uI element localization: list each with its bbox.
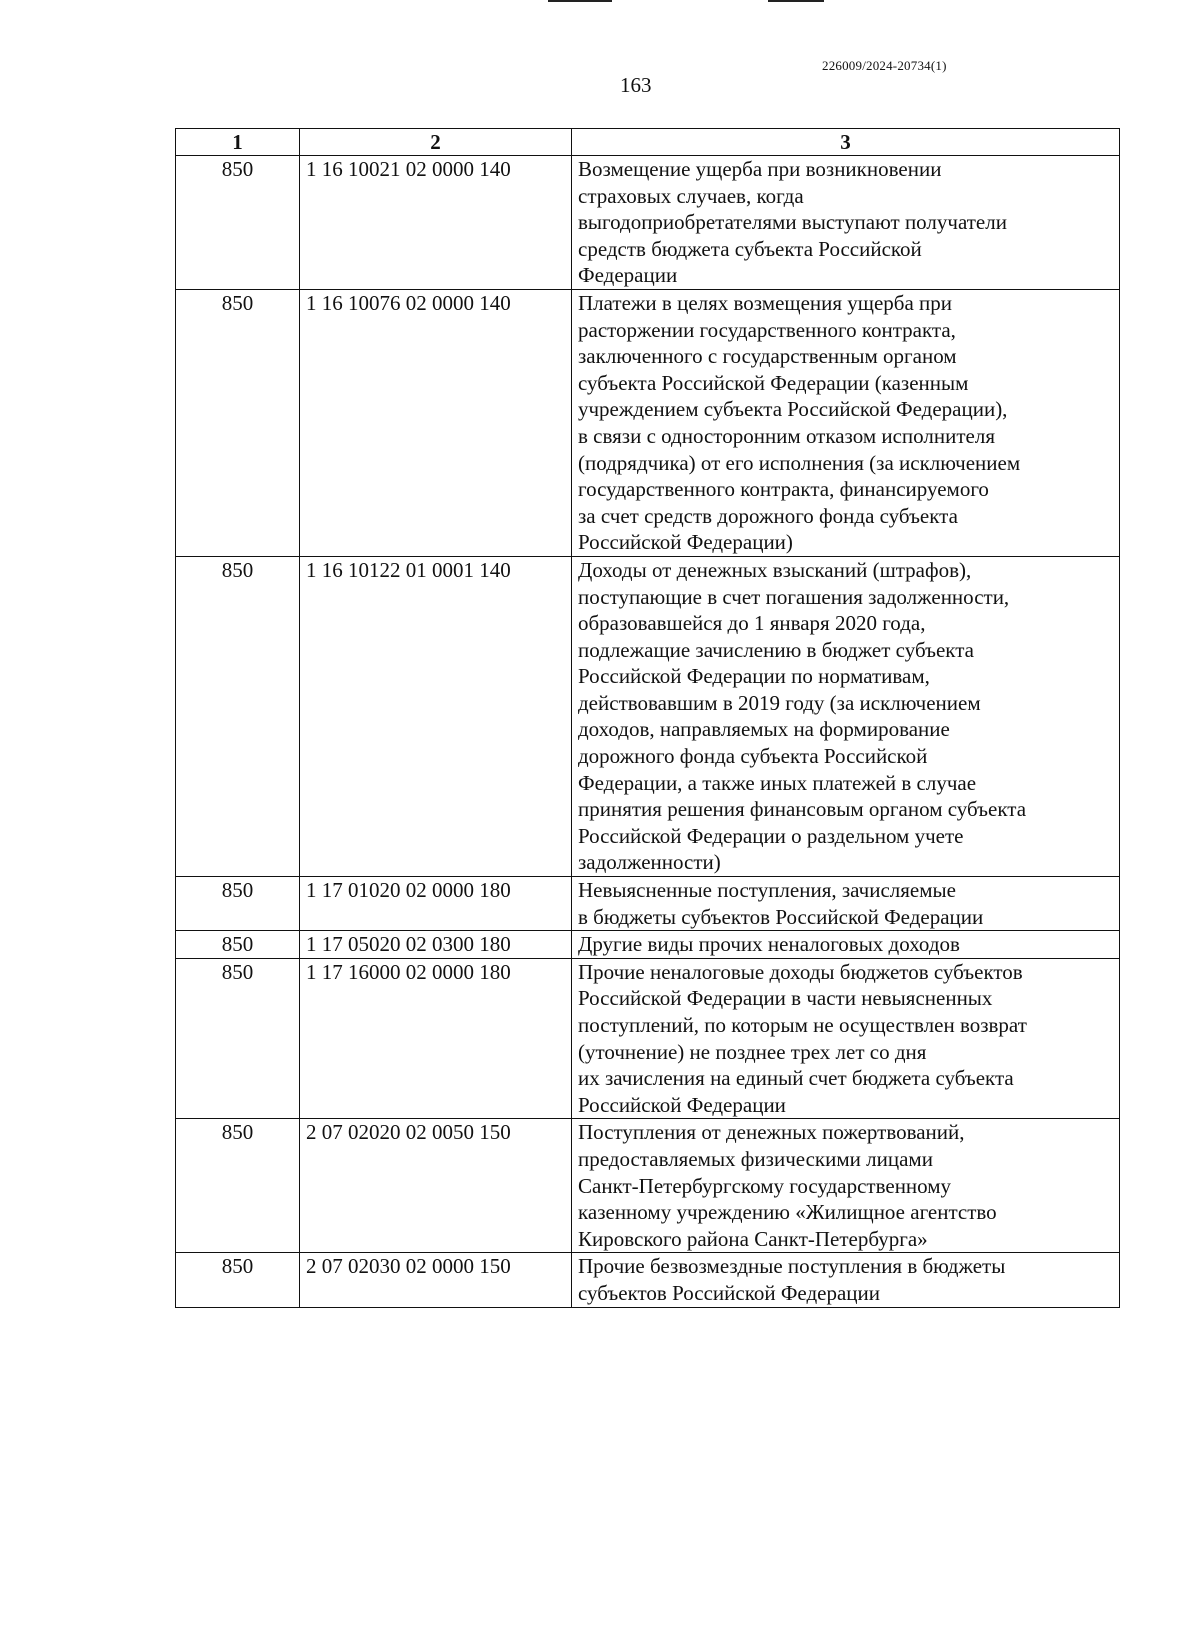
scan-artifact — [768, 0, 824, 2]
description-line: казенному учреждению «Жилищное агентство — [578, 1200, 997, 1225]
revenue-description-cell — [572, 556, 1120, 876]
admin-code-cell: 850 — [176, 1119, 300, 1253]
table-row — [176, 156, 1120, 290]
description-line: субъекта Российской Федерации (казенным — [578, 370, 969, 395]
description-line: Другие виды прочих неналоговых доходов — [578, 932, 960, 957]
admin-code-cell: 850 — [176, 958, 300, 1119]
description-line: в связи с односторонним отказом исполнителя — [578, 423, 995, 448]
description-line: Доходы от денежных взысканий (штрафов), — [578, 557, 972, 582]
revenue-description-cell — [572, 958, 1120, 1119]
table-row — [176, 289, 1120, 556]
description-line: страховых случаев, когда — [578, 183, 804, 208]
budget-classification-code-cell: 1 17 01020 02 0000 180 — [300, 877, 572, 931]
description-line: предоставляемых физическими лицами — [578, 1146, 933, 1171]
description-line: Возмещение ущерба при возникновении — [578, 157, 942, 181]
column-header-1: 1 — [176, 129, 300, 156]
table-row — [176, 877, 1120, 931]
budget-codes-table — [175, 128, 1120, 1308]
revenue-description-cell — [572, 289, 1120, 556]
description-line: Поступления от денежных пожертвований, — [578, 1120, 965, 1145]
revenue-description-cell — [572, 1253, 1120, 1307]
description-line: выгодоприобретателями выступают получатели — [578, 210, 1007, 235]
scan-artifact — [548, 0, 612, 2]
description-line: Федерации — [578, 263, 678, 288]
budget-classification-code-cell: 1 17 16000 02 0000 180 — [300, 958, 572, 1119]
description-line: их зачисления на единый счет бюджета субъекта — [578, 1066, 1014, 1091]
revenue-description-cell — [572, 877, 1120, 931]
description-line: Российской Федерации о раздельном учете — [578, 823, 964, 848]
revenue-description-cell — [572, 931, 1120, 959]
description-line: действовавшим в 2019 году (за исключением — [578, 690, 981, 715]
description-line: учреждением субъекта Российской Федерации), — [578, 397, 1008, 422]
description-line: Прочие безвозмездные поступления в бюджеты — [578, 1254, 1006, 1279]
table-row — [176, 958, 1120, 1119]
page-number: 163 — [620, 73, 652, 97]
description-line: Федерации, а также иных платежей в случае — [578, 770, 977, 795]
description-line: (уточнение) не позднее трех лет со дня — [578, 1039, 927, 1064]
revenue-description-cell — [572, 156, 1120, 290]
admin-code-cell: 850 — [176, 877, 300, 931]
description-line: за счет средств дорожного фонда субъекта — [578, 503, 958, 528]
description-line: подлежащие зачислению в бюджет субъекта — [578, 637, 974, 662]
table-row — [176, 931, 1120, 959]
description-line: государственного контракта, финансируемого — [578, 477, 989, 502]
admin-code-cell: 850 — [176, 1253, 300, 1307]
description-line: Прочие неналоговые доходы бюджетов субъектов — [578, 959, 1023, 984]
description-line: поступающие в счет погашения задолженности, — [578, 584, 1010, 609]
description-line: Невыясненные поступления, зачисляемые — [578, 878, 956, 903]
description-line: поступлений, по которым не осуществлен возврат — [578, 1013, 1027, 1037]
budget-classification-code-cell: 1 16 10122 01 0001 140 — [300, 556, 572, 876]
description-line: заключенного с государственным органом — [578, 344, 957, 369]
description-line: Российской Федерации в части невыясненных — [578, 986, 993, 1011]
admin-code-cell: 850 — [176, 289, 300, 556]
budget-classification-code-cell: 1 17 05020 02 0300 180 — [300, 931, 572, 959]
document-number: 226009/2024-20734(1) — [822, 58, 947, 73]
table-body — [176, 156, 1120, 1308]
description-line: средств бюджета субъекта Российской — [578, 236, 922, 261]
table-row — [176, 556, 1120, 876]
description-line: Платежи в целях возмещения ущерба при — [578, 290, 953, 315]
budget-classification-code-cell: 2 07 02020 02 0050 150 — [300, 1119, 572, 1253]
description-line: в бюджеты субъектов Российской Федерации — [578, 904, 984, 929]
table-row — [176, 1253, 1120, 1307]
column-header-3: 3 — [572, 129, 1120, 156]
description-line: принятия решения финансовым органом субъекта — [578, 797, 1027, 822]
table-header-row — [176, 129, 1120, 156]
description-line: Санкт-Петербургскому государственному — [578, 1173, 952, 1198]
description-line: расторжении государственного контракта, — [578, 317, 956, 342]
column-header-2: 2 — [300, 129, 572, 156]
description-line: Российской Федерации — [578, 1092, 786, 1117]
revenue-description-cell — [572, 1119, 1120, 1253]
description-line: задолженности) — [578, 850, 721, 875]
budget-classification-code-cell: 1 16 10076 02 0000 140 — [300, 289, 572, 556]
admin-code-cell: 850 — [176, 556, 300, 876]
description-line: Российской Федерации) — [578, 530, 793, 555]
admin-code-cell: 850 — [176, 156, 300, 290]
description-line: Кировского района Санкт-Петербурга» — [578, 1226, 928, 1251]
table-row — [176, 1119, 1120, 1253]
description-line: (подрядчика) от его исполнения (за исключением — [578, 450, 1021, 475]
description-line: образовавшейся до 1 января 2020 года, — [578, 611, 926, 636]
description-line: доходов, направляемых на формирование — [578, 717, 950, 742]
description-line: субъектов Российской Федерации — [578, 1280, 881, 1305]
budget-classification-code-cell: 2 07 02030 02 0000 150 — [300, 1253, 572, 1307]
description-line: Российской Федерации по нормативам, — [578, 664, 930, 689]
description-line: дорожного фонда субъекта Российской — [578, 744, 928, 769]
budget-classification-code-cell: 1 16 10021 02 0000 140 — [300, 156, 572, 290]
admin-code-cell: 850 — [176, 931, 300, 959]
